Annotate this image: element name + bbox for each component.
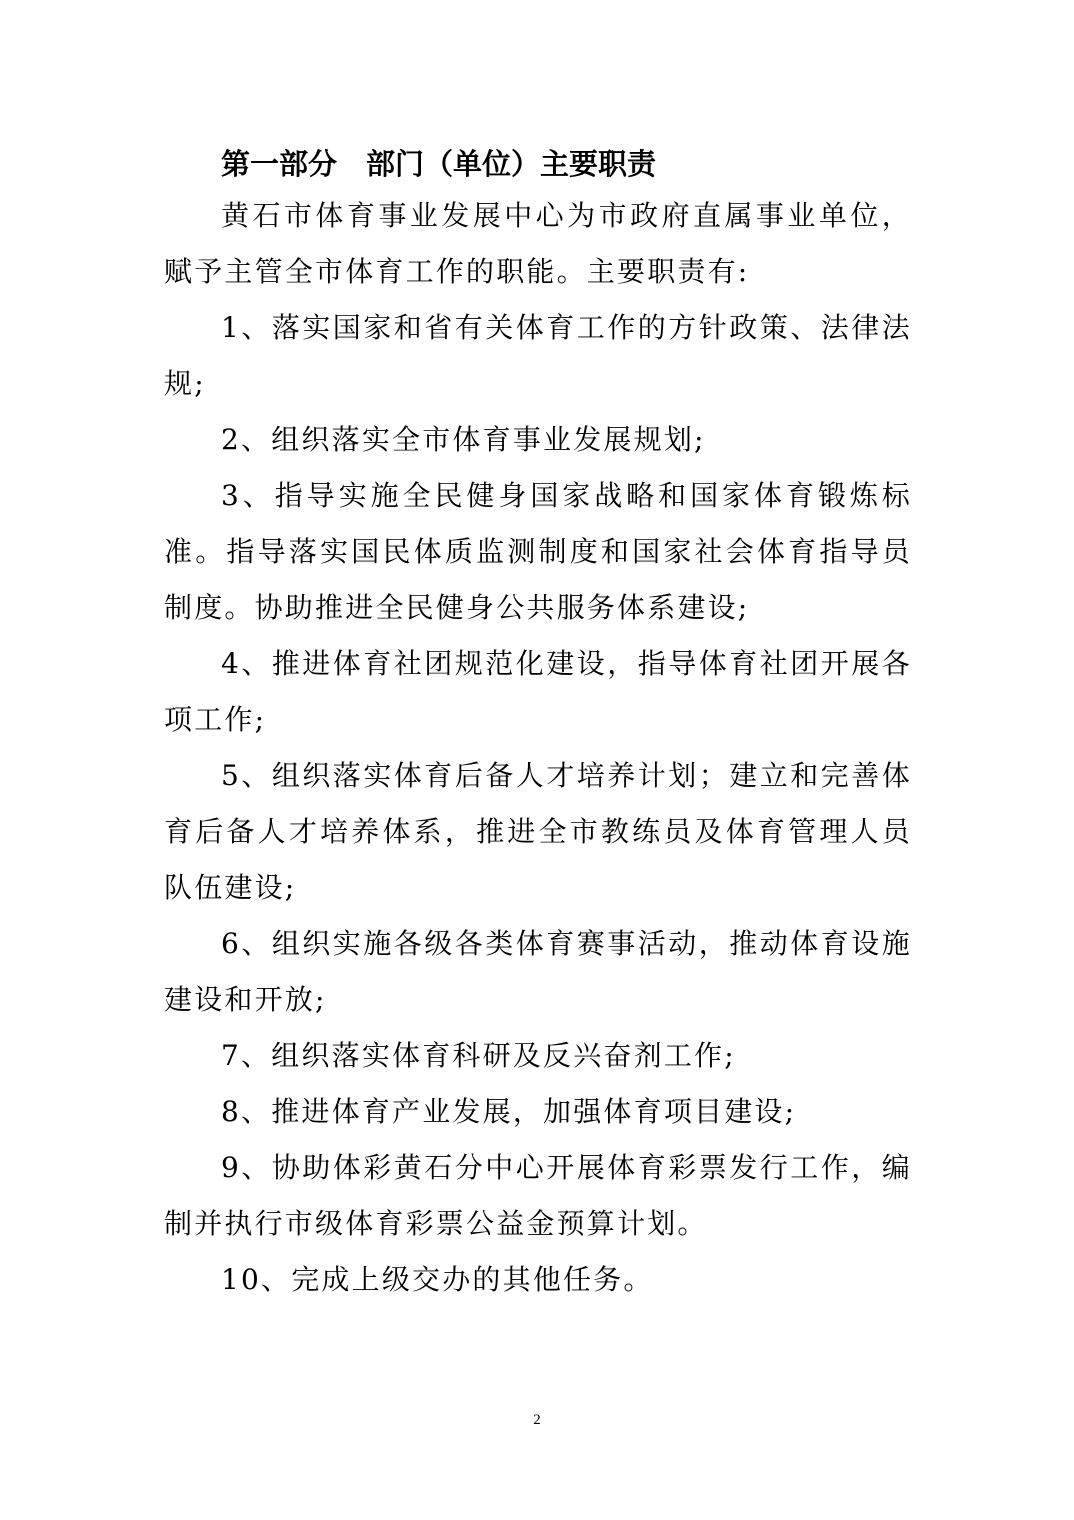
page-number: 2 <box>533 1412 541 1428</box>
intro-paragraph: 黄石市体育事业发展中心为市政府直属事业单位，赋予主管全市体育工作的职能。主要职责有: <box>164 199 912 288</box>
duty-item-6: 6、组织实施各级各类体育赛事活动，推动体育设施建设和开放; <box>164 927 912 1016</box>
document-body <box>164 140 912 1308</box>
duty-item-1: 1、落实国家和省有关体育工作的方针政策、法律法规; <box>164 311 912 400</box>
duty-item-8: 8、推进体育产业发展，加强体育项目建设; <box>221 1095 797 1128</box>
duty-item-5: 5、组织落实体育后备人才培养计划；建立和完善体育后备人才培养体系，推进全市教练员及体育管理人员队伍建设; <box>164 759 912 904</box>
section-heading: 第一部分 部门（单位）主要职责 <box>221 147 657 181</box>
duty-item-4: 4、推进体育社团规范化建设，指导体育社团开展各项工作; <box>164 647 912 736</box>
duty-item-10: 10、完成上级交办的其他任务。 <box>221 1263 654 1296</box>
duty-item-7: 7、组织落实体育科研及反兴奋剂工作; <box>221 1039 736 1072</box>
duty-item-2: 2、组织落实全市体育事业发展规划; <box>221 423 706 456</box>
duty-item-9: 9、协助体彩黄石分中心开展体育彩票发行工作，编制并执行市级体育彩票公益金预算计划。 <box>164 1151 912 1240</box>
duty-item-3: 3、指导实施全民健身国家战略和国家体育锻炼标准。指导落实国民体质监测制度和国家社会体育指导员制度。协助推进全民健身公共服务体系建设; <box>164 479 912 624</box>
